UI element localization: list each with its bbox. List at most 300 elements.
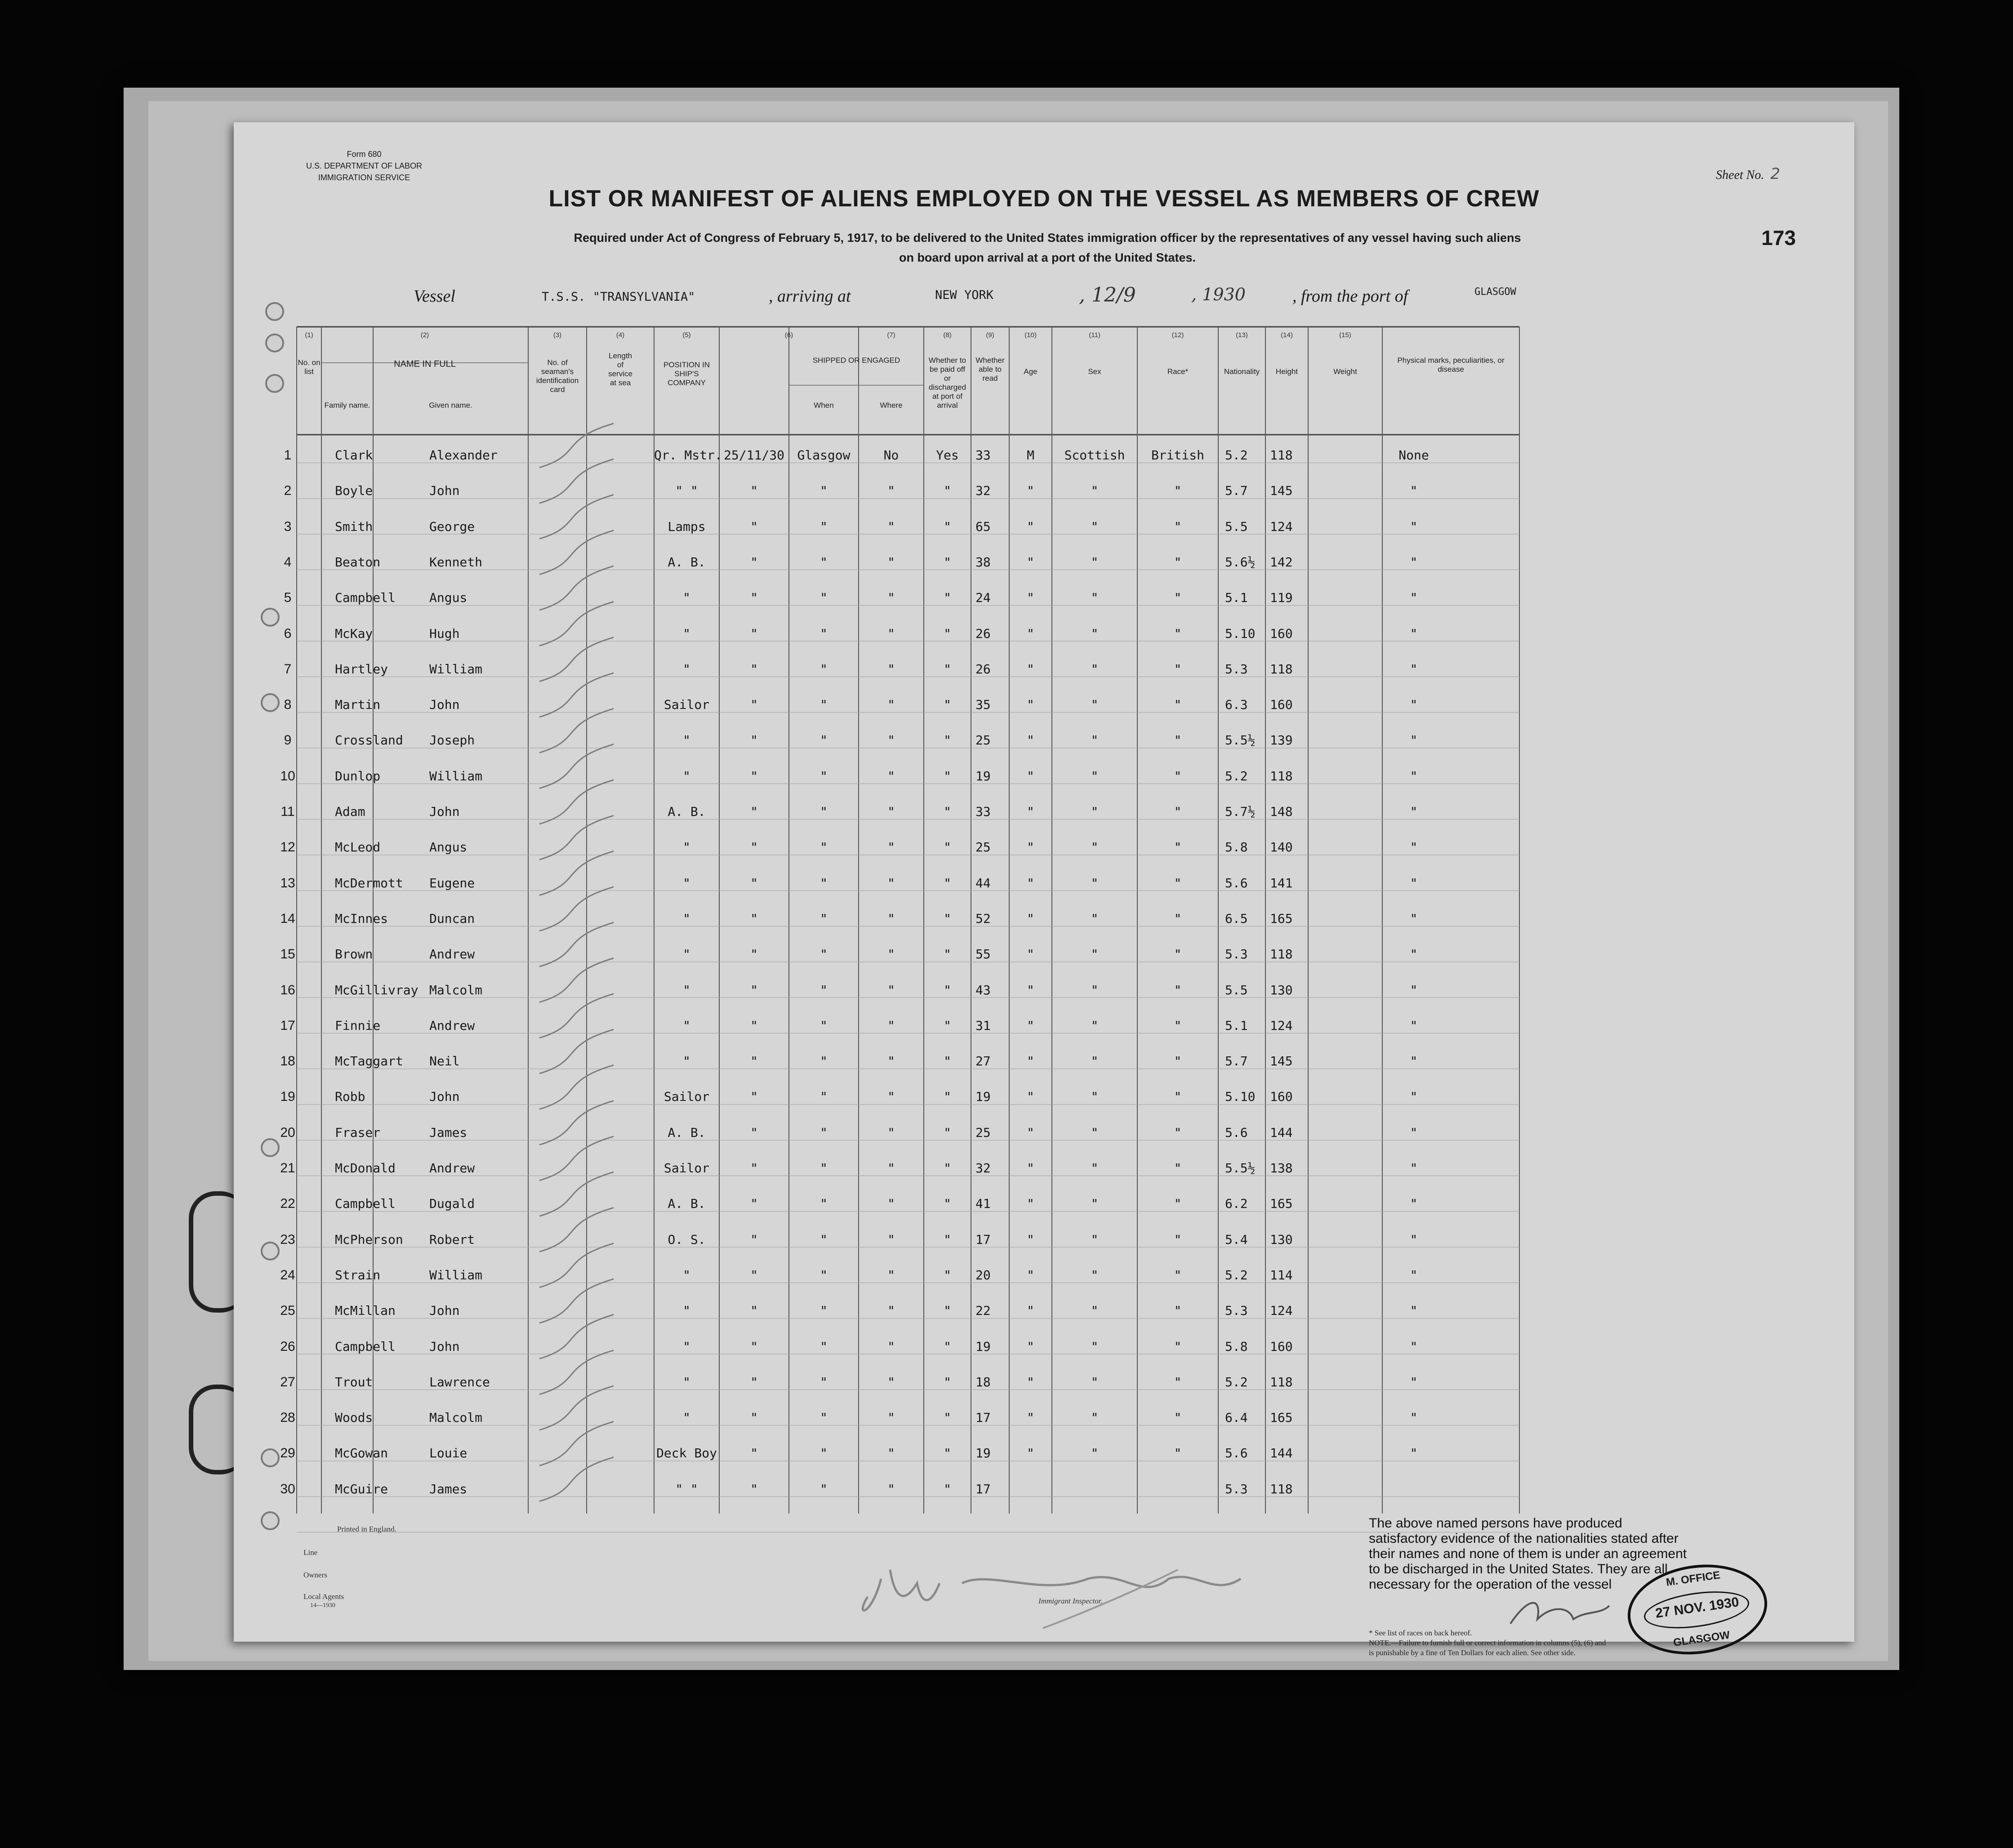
family-name-cell: Dunlop	[335, 768, 381, 784]
race-cell: "	[1091, 1339, 1099, 1354]
officer-signature	[1501, 1588, 1618, 1637]
family-name-cell: Woods	[335, 1410, 373, 1425]
shipped-when-cell: "	[750, 768, 758, 784]
given-name-cell: Malcolm	[429, 1410, 483, 1425]
position-cell: Sailor	[664, 697, 710, 712]
able-to-read-cell: "	[944, 1446, 951, 1461]
header-age: Age	[1024, 367, 1038, 376]
weight-cell: 118	[1270, 768, 1293, 784]
able-to-read-cell: "	[944, 840, 951, 855]
able-to-read-cell: "	[944, 1374, 951, 1389]
nationality-cell: "	[1174, 1232, 1182, 1247]
from-port: GLASGOW	[1474, 286, 1516, 298]
given-name-cell: Robert	[429, 1232, 475, 1247]
stamp-bottom-text: GLASGOW	[1672, 1629, 1731, 1649]
weight-cell: 141	[1270, 875, 1293, 891]
family-name-cell: McMillan	[335, 1303, 396, 1318]
race-cell: "	[1091, 661, 1099, 677]
position-cell: "	[683, 1018, 690, 1033]
sex-cell: "	[1027, 804, 1034, 819]
table-row	[234, 838, 1854, 873]
paid-off-cell: "	[887, 1303, 895, 1318]
height-cell: 5.8	[1225, 840, 1248, 855]
binder-hole	[265, 374, 284, 393]
position-cell: "	[683, 733, 690, 748]
physical-marks-cell: "	[1410, 697, 1418, 712]
weight-cell: 145	[1270, 483, 1293, 499]
table-row	[234, 660, 1854, 695]
nationality-cell: "	[1174, 1054, 1182, 1069]
family-name-cell: Campbell	[335, 1196, 396, 1211]
able-to-read-cell: "	[944, 1481, 951, 1496]
position-cell: "	[683, 661, 690, 677]
race-cell: "	[1091, 1303, 1099, 1318]
table-row	[234, 1087, 1854, 1123]
header-no: No. on list	[298, 358, 321, 376]
family-name-cell: Strain	[335, 1267, 381, 1282]
shipped-when-cell: "	[750, 1018, 758, 1033]
nationality-cell: "	[1174, 1446, 1182, 1461]
sex-cell: "	[1027, 1267, 1034, 1282]
shipped-where-cell: "	[820, 697, 828, 712]
sex-cell: "	[1027, 733, 1034, 748]
able-to-read-cell: "	[944, 1303, 951, 1318]
column-number: (5)	[682, 331, 691, 339]
nationality-cell: "	[1174, 1374, 1182, 1389]
physical-marks-cell: "	[1410, 1161, 1418, 1176]
sheet-label: Sheet No.	[1716, 168, 1764, 182]
physical-marks-cell: "	[1410, 1089, 1418, 1104]
height-cell: 5.2	[1225, 1267, 1248, 1282]
table-row	[234, 517, 1854, 553]
shipped-when-cell: "	[750, 1267, 758, 1282]
nationality-cell: "	[1174, 1125, 1182, 1140]
shipped-where-cell: "	[820, 519, 828, 534]
position-cell: "	[683, 1374, 690, 1389]
given-name-cell: Malcolm	[429, 982, 483, 997]
nationality-cell: "	[1174, 804, 1182, 819]
nationality-cell: "	[1174, 947, 1182, 962]
family-name-cell: Finnie	[335, 1018, 381, 1033]
position-cell: A. B.	[668, 1125, 706, 1140]
column-number: (12)	[1171, 331, 1184, 339]
race-cell: "	[1091, 1054, 1099, 1069]
table-row	[234, 695, 1854, 731]
vessel-label: Vessel	[414, 287, 455, 306]
height-cell: 5.6	[1225, 875, 1248, 891]
age-cell: 55	[975, 947, 991, 962]
height-cell: 5.6	[1225, 1446, 1248, 1461]
position-cell: "	[683, 840, 690, 855]
nationality-cell: "	[1174, 1161, 1182, 1176]
weight-cell: 130	[1270, 1232, 1293, 1247]
column-number: (13)	[1236, 331, 1248, 339]
age-cell: 25	[975, 733, 991, 748]
family-name-cell: McDermott	[335, 875, 403, 891]
age-cell: 33	[975, 804, 991, 819]
family-name-cell: Fraser	[335, 1125, 381, 1140]
paid-off-cell: "	[887, 626, 895, 641]
weight-cell: 140	[1270, 840, 1293, 855]
able-to-read-cell: "	[944, 1232, 951, 1247]
given-name-cell: William	[429, 768, 483, 784]
physical-marks-cell: "	[1410, 519, 1418, 534]
table-row	[234, 1408, 1854, 1444]
table-row	[234, 1194, 1854, 1230]
table-row	[234, 481, 1854, 517]
table-row	[234, 624, 1854, 660]
nationality-cell: "	[1174, 1410, 1182, 1425]
age-cell: 25	[975, 840, 991, 855]
header-id-card: No. of seaman's identification card	[536, 358, 579, 394]
column-number: (9)	[986, 331, 994, 339]
height-cell: 5.5½	[1225, 1161, 1256, 1176]
header-where: Where	[880, 401, 903, 410]
shipped-where-cell: "	[820, 911, 828, 926]
family-name-cell: McKay	[335, 626, 373, 641]
able-to-read-cell: "	[944, 1018, 951, 1033]
given-name-cell: John	[429, 1303, 460, 1318]
row-number: 25	[280, 1303, 295, 1318]
age-cell: 41	[975, 1196, 991, 1211]
race-cell: "	[1091, 911, 1099, 926]
table-row	[234, 802, 1854, 838]
family-name-cell: Robb	[335, 1089, 365, 1104]
able-to-read-cell: "	[944, 590, 951, 606]
physical-marks-cell: "	[1410, 840, 1418, 855]
shipped-where-cell: "	[820, 1374, 828, 1389]
shipped-when-cell: "	[750, 1089, 758, 1104]
manifest-page	[234, 122, 1854, 1657]
shipped-where-cell: "	[820, 947, 828, 962]
table-row	[234, 1301, 1854, 1337]
position-cell: "	[683, 1410, 690, 1425]
age-cell: 65	[975, 519, 991, 534]
age-cell: 17	[975, 1232, 991, 1247]
header-height: Height	[1275, 367, 1298, 376]
row-number: 1	[284, 448, 292, 463]
nationality-cell: "	[1174, 911, 1182, 926]
shipped-when-cell: "	[750, 590, 758, 606]
table-row	[234, 731, 1854, 766]
table-row	[234, 1230, 1854, 1266]
given-name-cell: William	[429, 1267, 483, 1282]
row-number: 21	[280, 1161, 295, 1176]
given-name-cell: Andrew	[429, 1161, 475, 1176]
family-name-cell: Beaton	[335, 554, 381, 570]
shipped-where-cell: "	[820, 554, 828, 570]
table-row	[234, 1337, 1854, 1373]
nationality-cell: "	[1174, 982, 1182, 997]
page-title: LIST OR MANIFEST OF ALIENS EMPLOYED ON THE VESSEL AS MEMBERS OF CREW	[548, 186, 1540, 212]
race-cell: "	[1091, 1161, 1099, 1176]
age-cell: 19	[975, 1089, 991, 1104]
family-name-cell: McDonald	[335, 1161, 396, 1176]
sex-cell: "	[1027, 1089, 1034, 1104]
sex-cell: "	[1027, 1054, 1034, 1069]
table-row	[234, 1159, 1854, 1194]
height-cell: 5.1	[1225, 1018, 1248, 1033]
sex-cell: "	[1027, 840, 1034, 855]
family-name-cell: McGuire	[335, 1481, 388, 1496]
age-cell: 17	[975, 1481, 991, 1496]
age-cell: 22	[975, 1303, 991, 1318]
shipped-when-cell: "	[750, 661, 758, 677]
physical-marks-cell: "	[1410, 1374, 1418, 1389]
family-name-cell: Campbell	[335, 1339, 396, 1354]
sheet-number	[1716, 165, 1780, 183]
paid-off-cell: "	[887, 554, 895, 570]
shipped-where-cell: "	[820, 1410, 828, 1425]
shipped-where-cell: "	[820, 1054, 828, 1069]
height-cell: 5.6½	[1225, 554, 1256, 570]
height-cell: 5.6	[1225, 1125, 1248, 1140]
able-to-read-cell: "	[944, 1125, 951, 1140]
given-name-cell: James	[429, 1481, 468, 1496]
position-cell: Sailor	[664, 1161, 710, 1176]
height-cell: 5.7½	[1225, 804, 1256, 819]
paid-off-cell: "	[887, 1374, 895, 1389]
row-number: 20	[280, 1125, 295, 1140]
height-cell: 5.7	[1225, 483, 1248, 499]
physical-marks-cell: "	[1410, 1054, 1418, 1069]
age-cell: 20	[975, 1267, 991, 1282]
race-cell: "	[1091, 982, 1099, 997]
shipped-when-cell: "	[750, 1374, 758, 1389]
family-name-cell: McGowan	[335, 1446, 388, 1461]
shipped-where-cell: "	[820, 840, 828, 855]
inspector-label: Immigrant Inspector.	[1038, 1597, 1103, 1605]
height-cell: 5.2	[1225, 448, 1248, 463]
age-cell: 27	[975, 1054, 991, 1069]
able-to-read-cell: "	[944, 768, 951, 784]
table-row	[234, 588, 1854, 624]
able-to-read-cell: "	[944, 1267, 951, 1282]
shipped-when-cell: "	[750, 554, 758, 570]
shipped-when-cell: "	[750, 982, 758, 997]
paid-off-cell: "	[887, 1018, 895, 1033]
column-number: (11)	[1089, 331, 1100, 339]
family-name-cell: McInnes	[335, 911, 388, 926]
table-row	[234, 1373, 1854, 1408]
given-name-cell: John	[429, 697, 460, 712]
sex-cell: "	[1027, 1339, 1034, 1354]
row-number: 3	[284, 519, 292, 534]
paid-off-cell: "	[887, 1161, 895, 1176]
able-to-read-cell: "	[944, 911, 951, 926]
able-to-read-cell: "	[944, 1054, 951, 1069]
binder-hole	[265, 334, 284, 352]
physical-marks-cell: "	[1410, 1339, 1418, 1354]
height-cell: 5.2	[1225, 768, 1248, 784]
weight-cell: 124	[1270, 1018, 1293, 1033]
shipped-when-cell: "	[750, 1481, 758, 1496]
form-code: 14—1930	[310, 1602, 335, 1609]
age-cell: 17	[975, 1410, 991, 1425]
nationality-cell: "	[1174, 626, 1182, 641]
race-cell: "	[1091, 483, 1099, 499]
given-name-cell: Angus	[429, 590, 468, 606]
position-cell: Deck Boy	[656, 1446, 717, 1461]
weight-cell: 124	[1270, 519, 1293, 534]
given-name-cell: George	[429, 519, 475, 534]
local-agents-label: Local Agents	[303, 1592, 344, 1601]
paid-off-cell: "	[887, 911, 895, 926]
weight-cell: 165	[1270, 1410, 1293, 1425]
age-cell: 26	[975, 626, 991, 641]
position-cell: "	[683, 768, 690, 784]
position-cell: "	[683, 1339, 690, 1354]
shipped-where-cell: "	[820, 1232, 828, 1247]
column-number: (7)	[887, 331, 895, 339]
nationality-cell: "	[1174, 554, 1182, 570]
position-cell: "	[683, 1267, 690, 1282]
paid-off-cell: "	[887, 1446, 895, 1461]
header-given-name: Given name.	[429, 401, 472, 410]
height-cell: 5.3	[1225, 947, 1248, 962]
nationality-cell: "	[1174, 697, 1182, 712]
height-cell: 5.1	[1225, 590, 1248, 606]
nationality-cell: "	[1174, 1089, 1182, 1104]
header-weight: Weight	[1333, 367, 1357, 376]
sex-cell: "	[1027, 554, 1034, 570]
sex-cell: "	[1027, 1374, 1034, 1389]
weight-cell: 144	[1270, 1125, 1293, 1140]
sex-cell: "	[1027, 1161, 1034, 1176]
shipped-where-cell: "	[820, 733, 828, 748]
position-cell: "	[683, 911, 690, 926]
height-cell: 5.7	[1225, 1054, 1248, 1069]
family-name-cell: McTaggart	[335, 1054, 403, 1069]
given-name-cell: Duncan	[429, 911, 475, 926]
header-physical-marks: Physical marks, peculiarities, or disease	[1397, 356, 1505, 374]
paid-off-cell: "	[887, 840, 895, 855]
given-name-cell: Louie	[429, 1446, 468, 1461]
age-cell: 19	[975, 1446, 991, 1461]
given-name-cell: Eugene	[429, 875, 475, 891]
paid-off-cell: "	[887, 875, 895, 891]
shipped-when-cell: "	[750, 1161, 758, 1176]
header-length-of-service: Length of service at sea	[608, 352, 632, 387]
family-name-cell: Crossland	[335, 733, 403, 748]
height-cell: 6.5	[1225, 911, 1248, 926]
family-name-cell: McGillivray	[335, 982, 419, 997]
weight-cell: 145	[1270, 1054, 1293, 1069]
paid-off-cell: "	[887, 1089, 895, 1104]
family-name-cell: Brown	[335, 947, 373, 962]
race-cell: "	[1091, 840, 1099, 855]
family-name-cell: McPherson	[335, 1232, 403, 1247]
paid-off-cell: "	[887, 1339, 895, 1354]
sex-cell: "	[1027, 661, 1034, 677]
service-name: IMMIGRATION SERVICE	[318, 173, 410, 182]
sex-cell: "	[1027, 1446, 1034, 1461]
row-number: 19	[280, 1089, 295, 1104]
shipped-when-cell: "	[750, 519, 758, 534]
nationality-cell: British	[1151, 448, 1204, 463]
position-cell: O. S.	[668, 1232, 706, 1247]
weight-cell: 138	[1270, 1161, 1293, 1176]
table-row	[234, 767, 1854, 802]
physical-marks-cell: "	[1410, 590, 1418, 606]
row-number: 10	[280, 768, 295, 784]
sex-cell: "	[1027, 1410, 1034, 1425]
race-cell: "	[1091, 1410, 1099, 1425]
race-cell: "	[1091, 1232, 1099, 1247]
sheet-value: 2	[1770, 165, 1780, 183]
weight-cell: 114	[1270, 1267, 1293, 1282]
physical-marks-cell: "	[1410, 947, 1418, 962]
header-name-in-full: NAME IN FULL	[394, 359, 456, 369]
nationality-cell: "	[1174, 840, 1182, 855]
weight-cell: 124	[1270, 1303, 1293, 1318]
race-cell: "	[1091, 947, 1099, 962]
table-row	[234, 909, 1854, 945]
department-name: U.S. DEPARTMENT OF LABOR	[306, 161, 423, 170]
shipped-where-cell: "	[820, 1481, 828, 1496]
line-label: Line	[303, 1548, 318, 1557]
age-cell: 52	[975, 911, 991, 926]
shipped-when-cell: "	[750, 947, 758, 962]
header-shipped-engaged: SHIPPED OR ENGAGED	[812, 356, 900, 365]
age-cell: 33	[975, 448, 991, 463]
row-number: 24	[280, 1267, 295, 1282]
paid-off-cell: "	[887, 697, 895, 712]
physical-marks-cell: "	[1410, 626, 1418, 641]
shipped-where-cell: "	[820, 1161, 828, 1176]
column-number: (1)	[305, 331, 313, 339]
shipped-when-cell: "	[750, 733, 758, 748]
arrival-date: , 12/9	[1079, 284, 1136, 307]
weight-cell: 118	[1270, 448, 1293, 463]
able-to-read-cell: "	[944, 982, 951, 997]
table-row	[234, 874, 1854, 909]
height-cell: 5.5	[1225, 982, 1248, 997]
position-cell: " "	[675, 1481, 698, 1496]
age-cell: 18	[975, 1374, 991, 1389]
column-number: (6)	[784, 331, 793, 339]
weight-cell: 165	[1270, 911, 1293, 926]
weight-cell: 160	[1270, 1089, 1293, 1104]
given-name-cell: Alexander	[429, 448, 498, 463]
weight-cell: 160	[1270, 626, 1293, 641]
nationality-cell: "	[1174, 519, 1182, 534]
table-row	[234, 1266, 1854, 1301]
sex-cell: "	[1027, 947, 1034, 962]
race-cell: "	[1091, 804, 1099, 819]
height-cell: 5.10	[1225, 626, 1256, 641]
paid-off-cell: "	[887, 1196, 895, 1211]
shipped-where-cell: "	[820, 1089, 828, 1104]
race-cell: "	[1091, 590, 1099, 606]
column-number: (8)	[943, 331, 952, 339]
physical-marks-cell: "	[1410, 768, 1418, 784]
shipped-when-cell: "	[750, 1303, 758, 1318]
sex-cell: "	[1027, 982, 1034, 997]
position-cell: A. B.	[668, 554, 706, 570]
row-number: 5	[284, 590, 292, 606]
age-cell: 38	[975, 554, 991, 570]
paid-off-cell: "	[887, 1267, 895, 1282]
row-number: 18	[280, 1054, 295, 1069]
family-name-cell: Adam	[335, 804, 365, 819]
paid-off-cell: "	[887, 1410, 895, 1425]
weight-cell: 119	[1270, 590, 1293, 606]
form-identifier	[270, 148, 459, 183]
row-number: 27	[280, 1374, 295, 1389]
able-to-read-cell: "	[944, 519, 951, 534]
physical-marks-cell: "	[1410, 733, 1418, 748]
